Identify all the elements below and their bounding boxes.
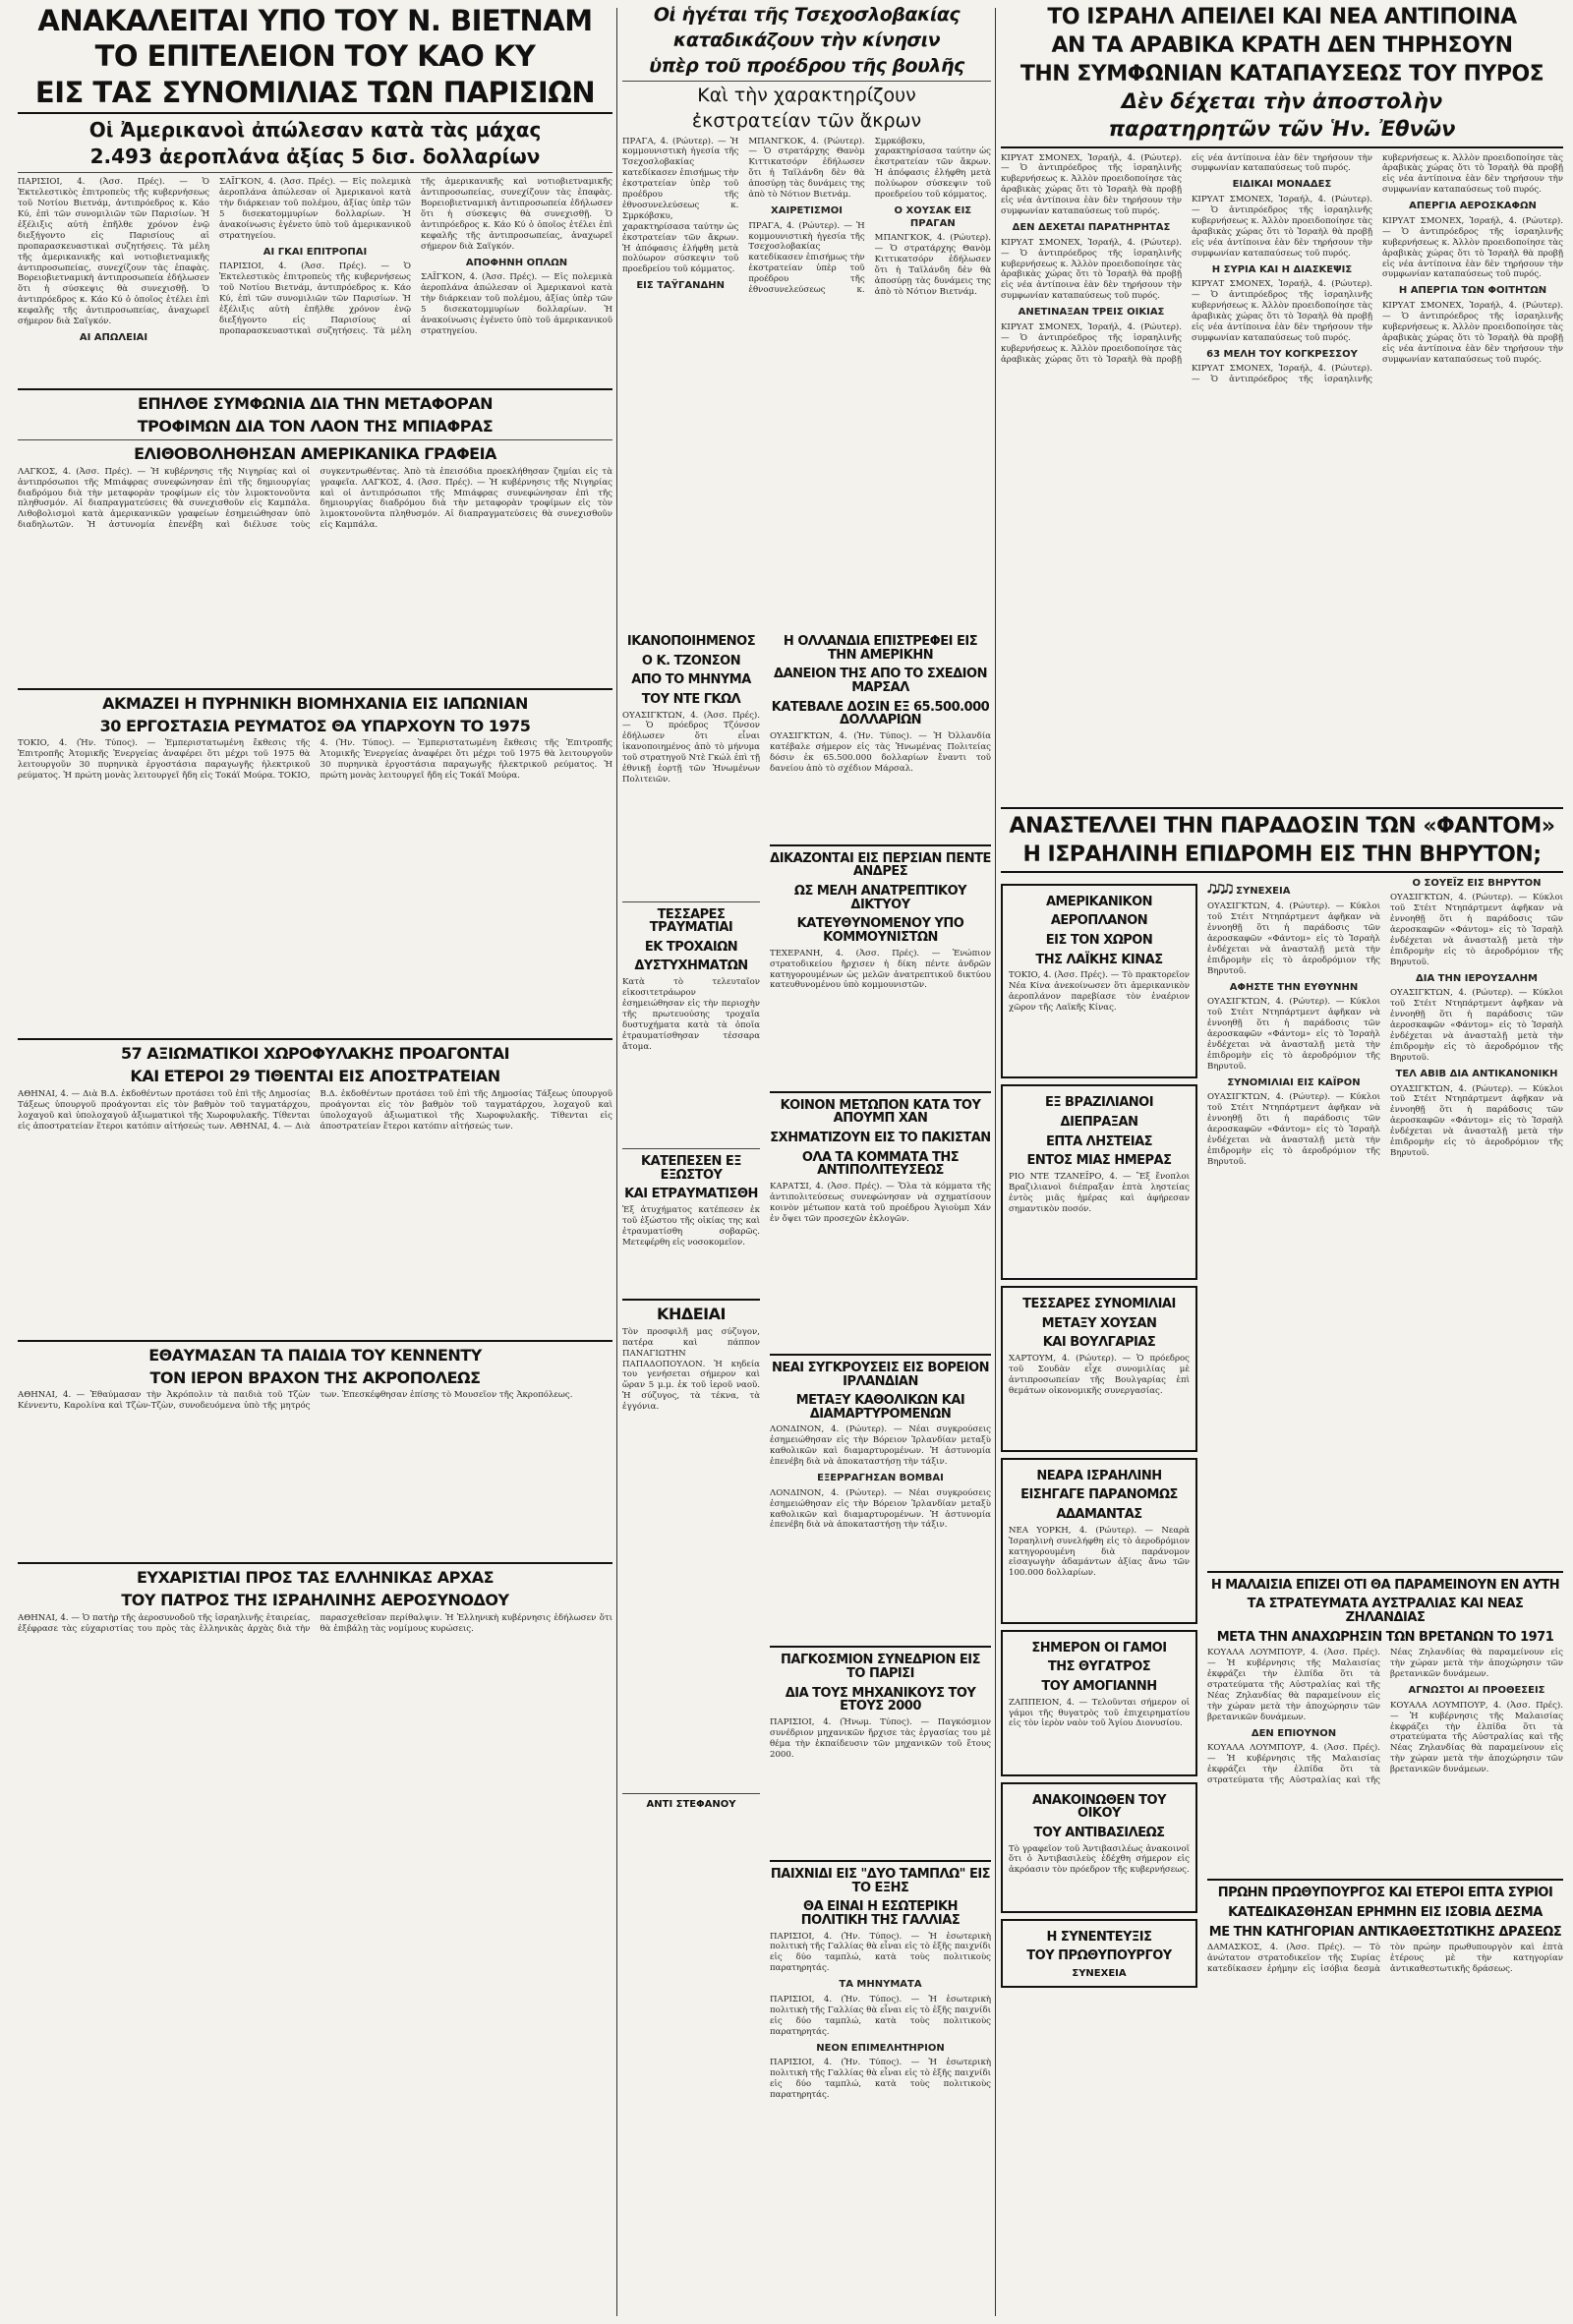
headline-line: ΔΙΚΑΖΟΝΤΑΙ ΕΙΣ ΠΕΡΣΙΑΝ ΠΕΝΤΕ ΑΝΔΡΕΣ [770,850,991,880]
article-body [1207,1943,1563,2100]
article-text: Τὸν προσφιλῆ μας σύζυγον, πατέρα καὶ πάππον ΠΑΝΑΓΙΩΤΗΝ ΠΑΠΑΔΟΠΟΥΛΟΝ. Ἡ κηδεία του γενήσεται σήμερον καὶ ὥραν 5 μ.μ. ἐκ τοῦ ἱεροῦ ναοῦ. Ἡ σύζυγος, τὰ τέκνα, τὰ ἐγγόνια. [622,1326,760,1413]
divider [1001,146,1563,148]
headline-line: ΕΠΤΑ ΛΗΣΤΕΙΑΣ [1045,1133,1153,1149]
divider [18,112,612,114]
article-text: ΚΙΡΥΑΤ ΣΜΟΝΕΧ, Ἰσραήλ, 4. (Ρώυτερ). — Ὁ ἀντιπρόεδρος τῆς ἰσραηλινῆς κυβερνήσεως κ. Ἀλλὸν προειδοποίησε τὰς ἀραβικὰς χώρας ὅτι τὸ Ἰσραὴλ θὰ προβῇ εἰς νέα ἀντίποινα ἐὰν δὲν τηρήσουν τὴν συμφωνίαν καταπαύσεως τοῦ πυρός. [1192,152,1563,385]
headline-line: ΑΚΜΑΖΕΙ Η ΠΥΡΗΝΙΚΗ ΒΙΟΜΗΧΑΝΙΑ ΕΙΣ ΙΑΠΩΝΙΑΝ [102,693,528,713]
article-text: ΚΙΡΥΑΤ ΣΜΟΝΕΧ, Ἰσραήλ, 4. (Ρώυτερ). — Ὁ ἀντιπρόεδρος τῆς ἰσραηλινῆς κυβερνήσεως κ. Ἀλλὸν προειδοποίησε τὰς ἀραβικὰς χώρας ὅτι τὸ Ἰσραὴλ θὰ προβῇ εἰς νέα ἀντίποινα ἐὰν δὲν τηρήσουν τὴν συμφωνίαν καταπαύσεως τοῦ πυρός. [1001,152,1372,365]
divider [622,1793,760,1794]
article-text: ΟΥΑΣΙΓΚΤΩΝ, 4. (Ἀσσ. Πρές). — Ὁ πρόεδρος Τζόνσον ἐδήλωσεν ὅτι εἶναι ἱκανοποιημένος ἀπὸ τὸ μήνυμα τοῦ στρατηγοῦ Ντὲ Γκώλ ἐπὶ τῇ ἐθνικῇ ἑορτῇ τῶν Ἡνωμένων Πολιτειῶν. [622,710,760,784]
deck-line: Καὶ τὴν χαρακτηρίζουν [697,84,916,106]
brief-box [1001,1919,1197,1988]
article-text: ΠΑΡΙΣΙΟΙ, 4. (Ἀσσ. Πρές). — Ὁ Ἐκτελεστικὸς ἐπιτροπεὺς τῆς κυβερνήσεως τοῦ Νοτίου Βιετνάμ, ἀντιπρόεδρος κ. Κάο Κύ, ἐπὶ τῶν συνομιλιῶν τῶν Παρισίων. Ἡ ἐξέλιξις αὐτὴ ἐπῆλθε χρόνον ἐνῷ διεξήγοντο εἰς Παρισίους αἱ προπαρασκευαστικαὶ συζητήσεις. Τὰ μέλη τῆς ἀμερικανικῆς καὶ νοτιοβιετναμικῆς ἀντιπροσωπείας, συνεχίζουν τὰς ἐπαφὰς. Βορειοβιετναμικὴ ἀντιπροσωπεία ἐδήλωσεν ὅτι ἡ σύσκεψις θὰ συνεχισθῇ. Ὁ ἀντιπρόεδρος κ. Κάο Κύ ὁ ὁποῖος ἐτέλει ἐπὶ κεφαλῆς τῆς ἀντιπροσωπείας, ἀναχωρεῖ σήμερον διὰ Σαϊγκόν. [18,177,209,327]
divider [770,844,991,846]
deck-line: Οἱ Ἀμερικανοὶ ἀπώλεσαν κατὰ τὰς μάχας [88,118,542,143]
headline-line: ΜΕΤΑ ΤΗΝ ΑΝΑΧΩΡΗΣΙΝ ΤΩΝ ΒΡΕΤΑΝΩΝ ΤΟ 1971 [1216,1629,1554,1645]
article-body [622,977,760,1144]
headline-line: ΤΟΥ ΠΑΤΡΟΣ ΤΗΣ ΙΣΡΑΗΛΙΝΗΣ ΑΕΡΟΣΥΝΟΔΟΥ [121,1591,509,1610]
headline-line: ΔΙΑ ΤΟΥΣ ΜΗΧΑΝΙΚΟΥΣ ΤΟΥ ΕΤΟΥΣ 2000 [785,1685,976,1714]
left-column [18,0,612,2324]
article-body [770,949,991,1086]
subheading: Η ΣΥΡΙΑ ΚΑΙ Η ΔΙΑΣΚΕΨΙΣ [1211,263,1353,275]
headline-line: ΤΟΝ ΙΕΡΟΝ ΒΡΑΧΟΝ ΤΗΣ ΑΚΡΟΠΟΛΕΩΣ [149,1367,481,1387]
article-text: ΚΟΥΑΛΑ ΛΟΥΜΠΟΥΡ, 4. (Ἀσσ. Πρές). — Ἡ κυβέρνησις τῆς Μαλαισίας ἐκφράζει τὴν ἐλπίδα ὅτι τὰ στρατεύματα τῆς Αὐστραλίας καὶ τῆς Νέας Ζηλανδίας θὰ παραμείνουν εἰς τὴν χώραν μετὰ τὴν ἀποχώρησιν τῶν βρετανικῶν δυνάμεων. [1207,1648,1380,1722]
article-kennedy-children [18,1345,612,1558]
headline-line: ΤΟΥ ΝΤΕ ΓΚΩΛ [641,691,741,707]
headline-line: ΚΑΙ ΕΤΕΡΟΙ 29 ΤΙΘΕΝΤΑΙ ΕΙΣ ΑΠΟΣΤΡΑΤΕΙΑΝ [130,1067,500,1086]
headline-line: ΕΙΣ ΤΟΝ ΧΩΡΟΝ [1045,933,1153,949]
headline-line: καταδικάζουν τὴν κίνησιν [672,29,941,51]
headline-line: ΤΕΣΣΑΡΕΣ ΣΥΝΟΜΙΛΙΑΙ [1022,1296,1176,1311]
headline-line: ΚΗΔΕΙΑΙ [657,1305,726,1324]
article-text: ΟΥΑΣΙΓΚΤΩΝ, 4. (Ρώυτερ). — Κύκλοι τοῦ Στέιτ Ντηπάρτμεντ ἀφῆκαν νὰ ἐννοηθῇ ὅτι ἡ παράδοσις τῶν ἀεροσκαφῶν «Φάντομ» εἰς τὸ Ἰσραὴλ ἐνδέχεται νὰ ἀνασταλῇ μετὰ τὴν ἐπιδρομὴν εἰς τὸ ἀεροδρόμιον τῆς Βηρυτοῦ. [1390,1083,1563,1158]
headline-line: ΟΛΑ ΤΑ ΚΟΜΜΑΤΑ ΤΗΣ ΑΝΤΙΠΟΛΙΤΕΥΣΕΩΣ [801,1149,960,1179]
article-body [622,711,760,898]
divider [622,81,991,82]
phantom-body [1207,878,1563,2104]
continuation-marker [1207,883,1380,900]
divider [18,688,612,690]
subheading: ΑΝΕΤΙΝΑΞΑΝ ΤΡΕΙΣ ΟΙΚΙΑΣ [1018,307,1165,319]
subheading: ΤΑ ΜΗΝΥΜΑΤΑ [839,1979,922,1991]
article-body [622,1327,760,1789]
article-text: ΑΘΗΝΑΙ, 4. — Διὰ Β.Δ. ἐκδοθέντων προτάσει τοῦ ἐπὶ τῆς Δημοσίας Τάξεως ὑπουργοῦ προάγονται εἰς τὸν βαθμὸν τοῦ ταγματάρχου, λοχαγοῦ καὶ ὑπολοχαγοῦ ἀξιωματικοὶ τῆς Χωροφυλακῆς. Τίθενται εἰς ἀποστρατείαν ἕτεροι κατόπιν αἰτήσεώς των. [229,1088,612,1132]
headline-line: Η ΟΛΛΑΝΔΙΑ ΕΠΙΣΤΡΕΦΕΙ ΕΙΣ ΤΗΝ ΑΜΕΡΙΚΗΝ [783,634,978,663]
article-body [18,1613,612,1869]
article-text: ΜΠΑΝΓΚΟΚ, 4. (Ρώυτερ). — Ὁ στρατάρχης Θανὸμ Κιττικατσόρν ἐδήλωσεν ὅτι ἡ Ταϊλάνδη δὲν θὰ ἀποσύρῃ τὰς δυνάμεις της ἀπὸ τὸ Νότιον Βιετνάμ. [748,136,865,201]
headline-line: ΜΕΤΑΞΥ ΧΟΥΣΑΝ [1041,1315,1157,1331]
middle-wide-column [770,629,991,2324]
headline-line: ΕΚ ΤΡΟΧΑΙΩΝ [644,939,738,955]
article-czechoslovakia [622,6,991,599]
article-text: ΖΑΠΠΕΙΟΝ, 4. — Τελοῦνται σήμερον οἱ γάμοι τῆς θυγατρὸς τοῦ ἐπιχειρηματίου εἰς τὸν ἱερὸν ναὸν τοῦ Ἁγίου Διονυσίου. [1009,1697,1190,1729]
article-text: ΣΑΪΓΚΟΝ, 4. (Ἀσσ. Πρές). — Εἰς πολεμικὰ ἀεροπλάνα ἀπώλεσαν οἱ Ἀμερικανοὶ κατὰ τὴν διάρκειαν τοῦ πολέμου, ἀξίας ὑπὲρ τῶν 5 δισεκατομμυρίων δολλαρίων. Ἡ ἀνακοίνωσις ἐγένετο ὑπὸ τοῦ ἀμερικανικοῦ στρατηγείου. [421,272,612,336]
subheading: ΔΕΝ ΔΕΧΕΤΑΙ ΠΑΡΑΤΗΡΗΤΑΣ [1012,222,1171,233]
brief-box [1001,1458,1197,1624]
headline-line: ΑΝΑΚΟΙΝΩΘΕΝ ΤΟΥ ΟΙΚΟΥ [1031,1792,1167,1822]
subheading: ΔΙΑ ΤΗΝ ΙΕΡΟΥΣΑΛΗΜ [1416,972,1538,984]
headline-line: Η ΙΣΡΑΗΛΙΝΗ ΕΠΙΔΡΟΜΗ ΕΙΣ ΤΗΝ ΒΗΡΥΤΟΝ; [1022,842,1542,867]
headline-line: ΠΑΙΧΝΙΔΙ ΕΙΣ "ΔΥΟ ΤΑΜΠΛΩ" ΕΙΣ ΤΟ ΕΞΗΣ [770,1867,991,1895]
brief-box [1001,1782,1197,1913]
headline-line: ΤΟ ΕΠΙΤΕΛΕΙΟΝ ΤΟΥ ΚΑΟ ΚΥ [94,39,536,74]
article-text: ΡΙΟ ΝΤΕ ΤΖΑΝΕΪΡΟ, 4. — Ἓξ ἔνοπλοι Βραζιλιανοὶ διέπραξαν ἑπτὰ ληστείας ἐντὸς μιᾶς ἡμέρας καὶ ἀφήρεσαν σημαντικὸν ποσόν. [1009,1171,1190,1214]
subheading: ΑΠΟΦΗΝΗ ΟΠΛΩΝ [465,257,568,268]
subheading: ΕΙΣ ΤΑΫΓΑΝΔΗΝ [636,280,725,292]
article-text: ΠΑΡΙΣΙΟΙ, 4. (Ἀσσ. Πρές). — Ὁ Ἐκτελεστικὸς ἐπιτροπεὺς τῆς κυβερνήσεως τοῦ Νοτίου Βιετνάμ, ἀντιπρόεδρος κ. Κάο Κύ, ἐπὶ τῶν συνομιλιῶν τῶν Παρισίων. Ἡ ἐξέλιξις αὐτὴ ἐπῆλθε χρόνον ἐνῷ διεξήγοντο εἰς Παρισίους αἱ προπαρασκευαστικαὶ συζητήσεις. Τὰ μέλη τῆς ἀμερικανικῆς καὶ νοτιοβιετναμικῆς ἀντιπροσωπείας, συνεχίζουν τὰς ἐπαφὰς. Βορειοβιετναμικὴ ἀντιπροσωπεία ἐδήλωσεν ὅτι ἡ σύσκεψις θὰ συνεχισθῇ. Ὁ ἀντιπρόεδρος κ. Κάο Κύ ὁ ὁποῖος ἐτέλει ἐπὶ κεφαλῆς τῆς ἀντιπροσωπείας, ἀναχωρεῖ σήμερον διὰ Σαϊγκόν. [219,177,612,336]
brief-box [1001,884,1197,1079]
article-text: ΑΘΗΝΑΙ, 4. — Διὰ Β.Δ. ἐκδοθέντων προτάσει τοῦ ἐπὶ τῆς Δημοσίας Τάξεως ὑπουργοῦ προάγονται εἰς τὸν βαθμὸν τοῦ ταγματάρχου, λοχαγοῦ καὶ ὑπολοχαγοῦ ἀξιωματικοὶ τῆς Χωροφυλακῆς. Τίθενται εἰς ἀποστρατείαν ἕτεροι κατόπιν αἰτήσεώς των. [18,1088,311,1132]
subheading: Η ΑΠΕΡΓΙΑ ΤΩΝ ΦΟΙΤΗΤΩΝ [1398,285,1547,297]
headline-line: Η ΜΑΛΑΙΣΙΑ ΕΠΙΖΕΙ ΟΤΙ ΘΑ ΠΑΡΑΜΕΙΝΟΥΝ ΕΝ ΑΥΤΗ [1210,1577,1560,1593]
article-body [770,1717,991,1855]
article-gendarmerie [18,1046,612,1335]
article-body [770,1182,991,1349]
headline-line: ΣΗΜΕΡΟΝ ΟΙ ΓΑΜΟΙ [1031,1640,1167,1656]
article-text: ΟΥΑΣΙΓΚΤΩΝ, 4. (Ἡν. Τύπος). — Ἡ Ὀλλανδία κατέβαλε σήμερον εἰς τὰς Ἡνωμένας Πολιτείας δόσιν ἐκ 65.500.000 δολλαρίων ἔναντι τοῦ δανείου ἀπὸ τὸ σχέδιον Μάρσαλ. [770,730,991,774]
article-text: ΚΙΡΥΑΤ ΣΜΟΝΕΧ, Ἰσραήλ, 4. (Ρώυτερ). — Ὁ ἀντιπρόεδρος τῆς ἰσραηλινῆς κυβερνήσεως κ. Ἀλλὸν προειδοποίησε τὰς ἀραβικὰς χώρας ὅτι τὸ Ἰσραὴλ θὰ προβῇ εἰς νέα ἀντίποινα ἐὰν δὲν τηρήσουν τὴν συμφωνίαν καταπαύσεως τοῦ πυρός. [1192,195,1372,259]
brief-box [1001,1084,1197,1280]
article-body [1009,1698,1190,1767]
article-text: Τὸ γραφεῖον τοῦ Ἀντιβασιλέως ἀνακοινοῖ ὅτι ὁ Ἀντιβασιλεὺς ἐδέχθη σήμερον εἰς ἀκρόασιν τὸν πρόεδρον τῆς κυβερνήσεως. [1009,1843,1190,1876]
article-body [1009,1172,1190,1270]
brief-box [1001,1630,1197,1776]
article-text: ΟΥΑΣΙΓΚΤΩΝ, 4. (Ρώυτερ). — Κύκλοι τοῦ Στέιτ Ντηπάρτμεντ ἀφῆκαν νὰ ἐννοηθῇ ὅτι ἡ παράδοσις τῶν ἀεροσκαφῶν «Φάντομ» εἰς τὸ Ἰσραὴλ ἐνδέχεται νὰ ἀνασταλῇ μετὰ τὴν ἐπιδρομὴν εἰς τὸ ἀεροδρόμιον τῆς Βηρυτοῦ. [1207,1092,1380,1167]
article-text: ΠΑΡΙΣΙΟΙ, 4. (Ἡν. Τύπος). — Ἡ ἐσωτερικὴ πολιτικὴ τῆς Γαλλίας θὰ εἶναι εἰς τὸ ἑξῆς παιχνίδι εἰς δύο ταμπλώ, κατὰ τοὺς πολιτικοὺς παρατηρητάς. [770,1994,991,2037]
divider [18,388,612,390]
headline-line: ΔΙΕΠΡΑΞΑΝ [1060,1114,1138,1130]
article-text: ΜΠΑΝΓΚΟΚ, 4. (Ρώυτερ). — Ὁ στρατάρχης Θανὸμ Κιττικατσόρν ἐδήλωσεν ὅτι ἡ Ταϊλάνδη δὲν θὰ ἀποσύρῃ τὰς δυνάμεις της ἀπὸ τὸ Νότιον Βιετνάμ. [874,233,991,297]
headline-line: ΤΟΥ ΑΜΟΓΙΑΝΝΗ [1041,1679,1157,1694]
subheading: ΕΞΕΡΡΑΓΗΣΑΝ ΒΟΜΒΑΙ [817,1473,944,1484]
article-body [1009,1844,1190,1903]
article-body [770,1932,991,2227]
headline-line: ΠΑΓΚΟΣΜΙΟΝ ΣΥΝΕΔΡΙΟΝ ΕΙΣ ΤΟ ΠΑΡΙΣΙ [781,1653,980,1682]
headline-line: ΔΥΣΤΥΧΗΜΑΤΩΝ [634,959,748,974]
headline-line: Η ΣΥΝΕΝΤΕΥΞΙΣ [1046,1929,1152,1945]
headline-line: ΤΟΥ ΠΡΩΘΥΠΟΥΡΓΟΥ [1026,1948,1172,1964]
article-text: ΚΙΡΥΑΤ ΣΜΟΝΕΧ, Ἰσραήλ, 4. (Ρώυτερ). — Ὁ ἀντιπρόεδρος τῆς ἰσραηλινῆς κυβερνήσεως κ. Ἀλλὸν προειδοποίησε τὰς ἀραβικὰς χώρας ὅτι τὸ Ἰσραὴλ θὰ προβῇ εἰς νέα ἀντίποινα ἐὰν δὲν τηρήσουν τὴν συμφωνίαν καταπαύσεως τοῦ πυρός. [1001,152,1182,217]
headline-line: Οἱ ἡγέται τῆς Τσεχοσλοβακίας [653,4,961,26]
article-body [18,1089,612,1335]
article-body [18,738,612,1033]
divider [622,1148,760,1149]
divider [770,1354,991,1356]
column-rule [616,8,617,2316]
headline-line: ΔΑΝΕΙΟΝ ΤΗΣ ΑΠΟ ΤΟ ΣΧΕΔΙΟΝ ΜΑΡΣΑΛ [774,667,987,695]
headline-line: ΑΝ ΤΑ ΑΡΑΒΙΚΑ ΚΡΑΤΗ ΔΕΝ ΤΗΡΗΣΟΥΝ [1051,33,1513,59]
article-text: ΠΡΑΓΑ, 4. (Ρώυτερ). — Ἡ κομμουνιστικὴ ἡγεσία τῆς Τσεχοσλοβακίας κατεδίκασεν ἐπισήμως τὴν ἐκστρατείαν ὑπὲρ τοῦ προέδρου τῆς ἐθνοσυνελεύσεως κ. Σμρκόβσκυ, χαρακτηρίσασα ταύτην ὡς ἐκστρατείαν τῶν ἄκρων. Ἡ ἀπόφασις ἐλήφθη μετὰ πολύωρον σύσκεψιν τοῦ προεδρείου τοῦ κόμματος. [748,136,991,296]
deck-line: 2.493 ἀεροπλάνα ἀξίας 5 δισ. δολλαρίων [89,145,541,169]
article-text: Ἐξ ἀτυχήματος κατέπεσεν ἐκ τοῦ ἐξώστου τῆς οἰκίας της καὶ ἐτραυματίσθη σοβαρῶς. Μετεφέρθη εἰς νοσοκομεῖον. [622,1205,760,1248]
divider [1207,1879,1563,1881]
subheading: ΤΕΛ ΑΒΙΒ ΔΙΑ ΑΝΤΙΚΑΝΟΝΙΚΗ [1395,1068,1558,1079]
subheading: ΝΕΟΝ ΕΠΙΜΕΛΗΤΗΡΙΟΝ [816,2042,945,2054]
article-text: ΔΑΜΑΣΚΟΣ, 4. (Ἀσσ. Πρές). — Τὸ ἀνώτατον στρατοδικεῖον τῆς Συρίας κατεδίκασεν ἐρήμην εἰς ἰσόβια δεσμὰ τὸν πρώην πρωθυπουργὸν καὶ ἑπτὰ ἑτέρους μὲ τὴν κατηγορίαν ἀντικαθεστωτικῆς δράσεως. [1207,1943,1563,1975]
headline-line: ΙΚΑΝΟΠΟΙΗΜΕΝΟΣ [626,634,756,649]
article-phantom [1001,815,1563,873]
subheading: ΑΠΕΡΓΙΑ ΑΕΡΟΣΚΑΦΩΝ [1409,201,1537,212]
headline-line: ΣΧΗΜΑΤΙΖΟΥΝ ΕΙΣ ΤΟ ΠΑΚΙΣΤΑΝ [770,1130,991,1145]
headline-line: ΤΑ ΣΤΡΑΤΕΥΜΑΤΑ ΑΥΣΤΡΑΛΙΑΣ ΚΑΙ ΝΕΑΣ ΖΗΛΑΝΔΙΑΣ [1247,1597,1524,1626]
subheading: Ο ΧΟΥΣΑΚ ΕΙΣ ΠΡΑΓΑΝ [894,204,972,229]
subheading: ΑΓΝΩΣΤΟΙ ΑΙ ΠΡΟΘΕΣΕΙΣ [1408,1685,1545,1697]
column-rule [995,8,996,2316]
headline-line: ΜΕΤΑΞΥ ΚΑΘΟΛΙΚΩΝ ΚΑΙ ΔΙΑΜΑΡΤΥΡΟΜΕΝΩΝ [795,1393,965,1422]
article-text: ΟΥΑΣΙΓΚΤΩΝ, 4. (Ρώυτερ). — Κύκλοι τοῦ Στέιτ Ντηπάρτμεντ ἀφῆκαν νὰ ἐννοηθῇ ὅτι ἡ παράδοσις τῶν ἀεροσκαφῶν «Φάντομ» εἰς τὸ Ἰσραὴλ ἐνδέχεται νὰ ἀνασταλῇ μετὰ τὴν ἐπιδρομὴν εἰς τὸ ἀεροδρόμιον τῆς Βηρυτοῦ. [1390,988,1563,1063]
continuation-label: ΣΥΝΕΧΕΙΑ [1236,885,1291,897]
subheading: ΔΕΝ ΕΠΙΟΥΝΟΝ [1251,1727,1337,1739]
article-text: ΛΟΝΔΙΝΟΝ, 4. (Ρώυτερ). — Νέαι συγκρούσεις ἐσημειώθησαν εἰς τὴν Βόρειον Ἰρλανδίαν μεταξὺ καθολικῶν καὶ διαμαρτυρομένων. Ἡ ἀστυνομία ἐπενέβη διὰ νὰ ἀποκαταστήσῃ τὴν τάξιν. [770,1487,991,1531]
article-text: ΚΙΡΥΑΤ ΣΜΟΝΕΧ, Ἰσραήλ, 4. (Ρώυτερ). — Ὁ ἀντιπρόεδρος τῆς ἰσραηλινῆς κυβερνήσεως κ. Ἀλλὸν προειδοποίησε τὰς ἀραβικὰς χώρας ὅτι τὸ Ἰσραὴλ θὰ προβῇ εἰς νέα ἀντίποινα ἐὰν δὲν τηρήσουν τὴν συμφωνίαν καταπαύσεως τοῦ πυρός. [1382,215,1563,280]
headline-line: ΤΕΣΣΑΡΕΣ ΤΡΑΥΜΑΤΙΑΙ [649,906,733,936]
headline-line: ΤΟ ΙΣΡΑΗΛ ΑΠΕΙΛΕΙ ΚΑΙ ΝΕΑ ΑΝΤΙΠΟΙΝΑ [1047,5,1517,29]
deck-line: παρατηρητῶν τῶν Ἡν. Ἐθνῶν [1108,117,1456,142]
article-text: ΑΘΗΝΑΙ, 4. — Ἐθαύμασαν τὴν Ἀκρόπολιν τὰ παιδιὰ τοῦ Τζὼν Κέννεντυ, Καρολίνα καὶ Τζὼν-Τζὼν, συνοδευόμενα ὑπὸ τῆς μητρός των. Ἐπεσκέφθησαν ἐπίσης τὸ Μουσεῖον τῆς Ἀκροπόλεως. [18,1390,573,1412]
subheading: ΑΦΗΣΤΕ ΤΗΝ ΕΥΘΥΝΗΝ [1229,981,1359,993]
article-text: ΧΑΡΤΟΥΜ, 4. (Ρώυτερ). — Ὁ πρόεδρος τοῦ Σουδὰν εἶχε συνομιλίας μὲ ἀντιπροσωπείαν τῆς Βουλγαρίας ἐπὶ θεμάτων οἰκονομικῆς συνεργασίας. [1009,1353,1190,1396]
article-text: ΚΟΥΑΛΑ ΛΟΥΜΠΟΥΡ, 4. (Ἀσσ. Πρές). — Ἡ κυβέρνησις τῆς Μαλαισίας ἐκφράζει τὴν ἐλπίδα ὅτι τὰ στρατεύματα τῆς Αὐστραλίας καὶ τῆς Νέας Ζηλανδίας θὰ παραμείνουν εἰς τὴν χώραν μετὰ τὴν ἀποχώρησιν τῶν βρετανικῶν δυνάμεων. [1207,1648,1563,1786]
headline-line: ΝΕΑΙ ΣΥΓΚΡΟΥΣΕΙΣ ΕΙΣ ΒΟΡΕΙΟΝ ΙΡΛΑΝΔΙΑΝ [771,1360,990,1389]
article-text: ΟΥΑΣΙΓΚΤΩΝ, 4. (Ρώυτερ). — Κύκλοι τοῦ Στέιτ Ντηπάρτμεντ ἀφῆκαν νὰ ἐννοηθῇ ὅτι ἡ παράδοσις τῶν ἀεροσκαφῶν «Φάντομ» εἰς τὸ Ἰσραὴλ ἐνδέχεται νὰ ἀνασταλῇ μετὰ τὴν ἐπιδρομὴν εἰς τὸ ἀεροδρόμιον τῆς Βηρυτοῦ. [1390,893,1563,967]
article-israeli-stewardess [18,1570,612,1869]
headline-line: ΤΗΣ ΘΥΓΑΤΡΟΣ [1047,1659,1151,1675]
divider [18,1340,612,1342]
subheading: 63 ΜΕΛΗ ΤΟΥ ΚΟΓΚΡΕΣΣΟΥ [1206,348,1358,360]
headline-line: ΕΙΣ ΤΑΣ ΣΥΝΟΜΙΛΙΑΣ ΤΩΝ ΠΑΡΙΣΙΩΝ [34,75,596,109]
divider [770,1860,991,1862]
headline-line: ΚΑΤΕΥΘΥΝΟΜΕΝΟΥ ΥΠΟ ΚΟΜΜΟΥΝΙΣΤΩΝ [796,916,964,946]
headline-line: ΑΝΑΚΑΛΕΙΤΑΙ ΥΠΟ ΤΟΥ Ν. ΒΙΕΤΝΑΜ [37,4,593,37]
article-text: Λιθοβολισμοὶ κατὰ ἀμερικανικῶν γραφείων ἐσημειώθησαν ὑπὸ διαδηλωτῶν. Ἡ ἀστυνομία ἐπενέβη καὶ διέλυσε τοὺς συγκεντρωθέντας. Ἀπὸ τὰ ἐπεισόδια προεκλήθησαν ζημίαι εἰς τὰ γραφεῖα. [18,466,612,531]
headline-line: ΑΕΡΟΠΛΑΝΟΝ [1050,913,1148,929]
brief-box [1001,1286,1197,1452]
article-body [770,1424,991,1641]
divider [1001,807,1563,809]
headline-line: ΝΕΑΡΑ ΙΣΡΑΗΛΙΝΗ [1036,1468,1162,1483]
article-body [770,731,991,840]
headline-line: ΕΙΣΗΓΑΓΕ ΠΑΡΑΝΟΜΩΣ [1020,1487,1178,1503]
headline-line: Ο Κ. ΤΖΟΝΣΟΝ [641,653,741,668]
article-text: ΑΘΗΝΑΙ, 4. — Ὁ πατὴρ τῆς ἀεροσυνοδοῦ τῆς ἰσραηλινῆς ἑταιρείας, ἐξέφρασε τὰς εὐχαριστίας του πρὸς τὰς ἑλληνικὰς ἀρχὰς διὰ τὴν παρασχεθεῖσαν περίθαλψιν. Ἡ Ἑλληνικὴ κυβέρνησις ἐδήλωσεν ὅτι θὰ ἐπιβάλῃ τὰς νομίμους κυρώσεις. [18,1613,612,1634]
subheading: ΣΥΝΕΧΕΙΑ [1072,1967,1127,1979]
article-body [622,137,991,599]
headline-line: ΕΥΧΑΡΙΣΤΙΑΙ ΠΡΟΣ ΤΑΣ ΕΛΛΗΝΙΚΑΣ ΑΡΧΑΣ [136,1568,495,1588]
article-text: ΠΑΡΙΣΙΟΙ, 4. (Ἡνωμ. Τύπος). — Παγκόσμιον συνέδριον μηχανικῶν ἤρχισε τὰς ἐργασίας του μὲ θέμα τὴν ἐκπαίδευσιν τῶν μηχανικῶν τοῦ ἔτους 2000. [770,1717,991,1760]
headline-line: ΚΑΙ ΕΤΡΑΥΜΑΤΙΣΘΗ [624,1187,758,1202]
headline-line: ΑΜΕΡΙΚΑΝΙΚΟΝ [1045,894,1153,909]
headline-line: ΤΡΟΦΙΜΩΝ ΔΙΑ ΤΟΝ ΛΑΟΝ ΤΗΣ ΜΠΙΑΦΡΑΣ [137,417,494,436]
deck-line: Δὲν δέχεται τὴν ἀποστολὴν [1121,89,1443,114]
article-text: ΠΑΡΙΣΙΟΙ, 4. (Ἡν. Τύπος). — Ἡ ἐσωτερικὴ πολιτικὴ τῆς Γαλλίας θὰ εἶναι εἰς τὸ ἑξῆς παιχνίδι εἰς δύο ταμπλώ, κατὰ τοὺς πολιτικοὺς παρατηρητάς. [770,2058,991,2100]
divider [18,439,612,440]
divider [18,1562,612,1564]
subheading: ΑΙ ΑΠΩΛΕΙΑΙ [79,332,148,343]
divider [622,901,760,902]
article-text: ΛΟΝΔΙΝΟΝ, 4. (Ρώυτερ). — Νέαι συγκρούσεις ἐσημειώθησαν εἰς τὴν Βόρειον Ἰρλανδίαν μεταξὺ καθολικῶν καὶ διαμαρτυρομένων. Ἡ ἀστυνομία ἐπενέβη διὰ νὰ ἀποκαταστήσῃ τὴν τάξιν. [770,1424,991,1468]
article-text: ΝΕΑ ΥΟΡΚΗ, 4. (Ρώυτερ). — Νεαρὰ Ἰσραηλινὴ συνελήφθη εἰς τὸ ἀεροδρόμιον κατηγορουμένη διὰ παράνομον εἰσαγωγὴν ἀδαμάντων ἀξίας ἄνω τῶν 100.000 δολλαρίων. [1009,1525,1190,1579]
ornament-icon: 🎝🎝🎝 [1207,882,1233,898]
article-text: Κατὰ τὸ τελευταῖον εἰκοσιτετράωρον ἐσημειώθησαν εἰς τὴν περιοχὴν τῆς πρωτευούσης τροχαῖα δυστυχήματα κατὰ τὰ ὁποῖα ἐτραυματίσθησαν τέσσαρα ἄτομα. [622,977,760,1052]
divider [18,1038,612,1040]
divider [770,1091,991,1093]
subheading: ΑΙ ΓΚΑΙ ΕΠΙΤΡΟΠΑΙ [262,246,368,258]
article-body [18,467,612,683]
article-text: ΟΥΑΣΙΓΚΤΩΝ, 4. (Ρώυτερ). — Κύκλοι τοῦ Στέιτ Ντηπάρτμεντ ἀφῆκαν νὰ ἐννοηθῇ ὅτι ἡ παράδοσις τῶν ἀεροσκαφῶν «Φάντομ» εἰς τὸ Ἰσραὴλ ἐνδέχεται νὰ ἀνασταλῇ μετὰ τὴν ἐπιδρομὴν εἰς τὸ ἀεροδρόμιον τῆς Βηρυτοῦ. [1207,901,1380,976]
headline-line: ΤΗΣ ΛΑΪΚΗΣ ΚΙΝΑΣ [1035,952,1163,967]
article-body [1009,1526,1190,1614]
article-body [1207,878,1563,1566]
article-text: ΤΕΧΕΡΑΝΗ, 4. (Ἀσσ. Πρές). — Ἐνώπιον στρατοδικείου ἤρχισεν ἡ δίκη πέντε ἀνδρῶν κατηγορουμένων ὡς μελῶν ἀνατρεπτικοῦ δικτύου κατευθυνομένου ὑπὸ κομμουνιστῶν. [770,948,991,991]
article-body [18,1390,612,1557]
subheading: ΑΝΤΙ ΣΤΕΦΑΝΟΥ [646,1798,736,1810]
middle-narrow-column [622,629,760,2324]
headline-line: 57 ΑΞΙΩΜΑΤΙΚΟΙ ΧΩΡΟΦΥΛΑΚΗΣ ΠΡΟΑΓΟΝΤΑΙ [120,1044,510,1064]
article-body [622,1205,760,1294]
article-israel-reprisals [1001,6,1563,802]
article-body [1001,153,1563,802]
headline-line: ΚΑΤΕΒΑΛΕ ΔΟΣΙΝ ΕΞ 65.500.000 ΔΟΛΛΑΡΙΩΝ [771,699,990,728]
headline-line: ΚΑΙ ΒΟΥΛΓΑΡΙΑΣ [1042,1335,1156,1351]
subheading: ΧΑΙΡΕΤΙΣΜΟΙ [771,204,843,216]
lower-right-grid [1001,878,1563,2104]
headline-line: ΕΝΤΟΣ ΜΙΑΣ ΗΜΕΡΑΣ [1026,1153,1172,1169]
article-body [1009,1354,1190,1442]
headline-line: ΤΗΝ ΣΥΜΦΩΝΙΑΝ ΚΑΤΑΠΑΥΣΕΩΣ ΤΟΥ ΠΥΡΟΣ [1020,62,1544,87]
headline-line: 30 ΕΡΓΟΣΤΑΣΙΑ ΡΕΥΜΑΤΟΣ ΘΑ ΥΠΑΡΧΟΥΝ ΤΟ 1975 [99,716,531,735]
article-text: ΤΟΚΙΟ, 4. (Ἀσσ. Πρές). — Τὸ πρακτορεῖον Νέα Κίνα ἀνεκοίνωσεν ὅτι ἀμερικανικὸν ἀεροπλάνον παρεβίασε τὸν ἐναέριον χῶρον τῆς Λαϊκῆς Κίνας. [1009,970,1190,1014]
article-japan-nuclear [18,693,612,1034]
deck-line: ἐκστρατείαν τῶν ἄκρων [691,109,922,132]
article-text: ΚΙΡΥΑΤ ΣΜΟΝΕΧ, Ἰσραήλ, 4. (Ρώυτερ). — Ὁ ἀντιπρόεδρος τῆς ἰσραηλινῆς κυβερνήσεως κ. Ἀλλὸν προειδοποίησε τὰς ἀραβικὰς χώρας ὅτι τὸ Ἰσραὴλ θὰ προβῇ εἰς νέα ἀντίποινα ἐὰν δὲν τηρήσουν τὴν συμφωνίαν καταπαύσεως τοῦ πυρός. [1382,301,1563,365]
article-text: ΤΟΚΙΟ, 4. (Ἡν. Τύπος). — Ἐμπεριστατωμένη ἔκθεσις τῆς Ἐπιτροπῆς Ἀτομικῆς Ἐνεργείας ἀναφέρει ὅτι μέχρι τοῦ 1975 θὰ λειτουργοῦν 30 πυρηνικὰ ἐργοστάσια παραγωγῆς ἠλεκτρικοῦ ρεύματος. Ἡ πρώτη μονὰς λειτουργεῖ ἤδη εἰς Τοκάϊ Μούρα. [18,738,311,782]
divider [770,1646,991,1648]
article-body [18,177,612,383]
headline-line: ΚΑΤΕΔΙΚΑΣΘΗΣΑΝ ΕΡΗΜΗΝ ΕΙΣ ΙΣΟΒΙΑ ΔΕΣΜΑ [1228,1904,1543,1920]
headline-line: ΘΑ ΕΙΝΑΙ Η ΕΣΩΤΕΡΙΚΗ ΠΟΛΙΤΙΚΗ ΤΗΣ ΓΑΛΛΙΑΣ [800,1899,961,1928]
article-text: ΠΡΑΓΑ, 4. (Ρώυτερ). — Ἡ κομμουνιστικὴ ἡγεσία τῆς Τσεχοσλοβακίας κατεδίκασεν ἐπισήμως τὴν ἐκστρατείαν ὑπὲρ τοῦ προέδρου τῆς ἐθνοσυνελεύσεως κ. Σμρκόβσκυ, χαρακτηρίσασα ταύτην ὡς ἐκστρατείαν τῶν ἄκρων. Ἡ ἀπόφασις ἐλήφθη μετὰ πολύωρον σύσκεψιν τοῦ προεδρείου τοῦ κόμματος. [622,136,739,275]
divider [1001,871,1563,873]
article-text: ΠΑΡΙΣΙΟΙ, 4. (Ἡν. Τύπος). — Ἡ ἐσωτερικὴ πολιτικὴ τῆς Γαλλίας θὰ εἶναι εἰς τὸ ἑξῆς παιχνίδι εἰς δύο ταμπλώ, κατὰ τοὺς πολιτικοὺς παρατηρητάς. [770,1931,991,1974]
article-text: ΤΟΚΙΟ, 4. (Ἡν. Τύπος). — Ἐμπεριστατωμένη ἔκθεσις τῆς Ἐπιτροπῆς Ἀτομικῆς Ἐνεργείας ἀναφέρει ὅτι μέχρι τοῦ 1975 θὰ λειτουργοῦν 30 πυρηνικὰ ἐργοστάσια παραγωγῆς ἠλεκτρικοῦ ρεύματος. Ἡ πρώτη μονὰς λειτουργεῖ ἤδη εἰς Τοκάϊ Μούρα. [278,738,612,782]
article-text: ΛΑΓΚΟΣ, 4. (Ἀσσ. Πρές). — Ἡ κυβέρνησις τῆς Νιγηρίας καὶ οἱ ἀντιπρόσωποι τῆς Μπιάφρας συνεφώνησαν ἐπὶ τῆς δημιουργίας διαδρόμου διὰ τὴν μεταφορὰν τροφίμων εἰς τὸν λιμοκτονοῦντα πληθυσμόν. Αἱ διαπραγματεύσεις θὰ συνεχισθοῦν εἰς Καμπάλα. [320,477,612,531]
headline-line: ΠΡΩΗΝ ΠΡΩΘΥΠΟΥΡΓΟΣ ΚΑΙ ΕΤΕΡΟΙ ΕΠΤΑ ΣΥΡΙΟΙ [1217,1886,1553,1901]
headline-line: ὑπὲρ τοῦ προέδρου τῆς βουλῆς [649,54,964,77]
article-text: ΟΥΑΣΙΓΚΤΩΝ, 4. (Ρώυτερ). — Κύκλοι τοῦ Στέιτ Ντηπάρτμεντ ἀφῆκαν νὰ ἐννοηθῇ ὅτι ἡ παράδοσις τῶν ἀεροσκαφῶν «Φάντομ» εἰς τὸ Ἰσραὴλ ἐνδέχεται νὰ ἀνασταλῇ μετὰ τὴν ἐπιδρομὴν εἰς τὸ ἀεροδρόμιον τῆς Βηρυτοῦ. [1207,997,1380,1072]
headline-line: ΑΠΟ ΤΟ ΜΗΝΥΜΑ [631,672,751,688]
subheading: ΣΥΝΟΜΙΛΙΑΙ ΕΙΣ ΚΑΪΡΟΝ [1227,1076,1361,1088]
headline-line: ΩΣ ΜΕΛΗ ΑΝΑΤΡΕΠΤΙΚΟΥ ΔΙΚΤΥΟΥ [793,884,967,912]
article-text: ΚΙΡΥΑΤ ΣΜΟΝΕΧ, Ἰσραήλ, 4. (Ρώυτερ). — Ὁ ἀντιπρόεδρος τῆς ἰσραηλινῆς κυβερνήσεως κ. Ἀλλὸν προειδοποίησε τὰς ἀραβικὰς χώρας ὅτι τὸ Ἰσραὴλ θὰ προβῇ εἰς νέα ἀντίποινα ἐὰν δὲν τηρήσουν τὴν συμφωνίαν καταπαύσεως τοῦ πυρός. [1001,237,1182,302]
article-text: ΚΙΡΥΑΤ ΣΜΟΝΕΧ, Ἰσραήλ, 4. (Ρώυτερ). — Ὁ ἀντιπρόεδρος τῆς ἰσραηλινῆς κυβερνήσεως κ. Ἀλλὸν προειδοποίησε τὰς ἀραβικὰς χώρας ὅτι τὸ Ἰσραὴλ θὰ προβῇ εἰς νέα ἀντίποινα ἐὰν δὲν τηρήσουν τὴν συμφωνίαν καταπαύσεως τοῦ πυρός. [1192,279,1372,343]
headline-line: ΚΑΤΕΠΕΣΕΝ ΕΞ ΕΞΩΣΤΟΥ [641,1154,741,1183]
headline-line: ΕΠΗΛΘΕ ΣΥΜΦΩΝΙΑ ΔΙΑ ΤΗΝ ΜΕΤΑΦΟΡΑΝ [137,394,494,414]
article-text: ΚΑΡΑΤΣΙ, 4. (Ἀσσ. Πρές). — Ὅλα τὰ κόμματα τῆς ἀντιπολιτεύσεως συνεφώνησαν νὰ σχηματίσουν κοινὸν μέτωπον κατὰ τοῦ προέδρου Ἀγιοὺμπ Χάν ἐν ὄψει τῶν προσεχῶν ἐκλογῶν. [770,1181,991,1224]
headline-line: ΕΞ ΒΡΑΖΙΛΙΑΝΟΙ [1044,1095,1154,1111]
headline-line: ΜΕ ΤΗΝ ΚΑΤΗΓΟΡΙΑΝ ΑΝΤΙΚΑΘΕΣΤΩΤΙΚΗΣ ΔΡΑΣΕΩΣ [1208,1924,1562,1940]
headline-line: ΚΟΙΝΟΝ ΜΕΤΩΠΟΝ ΚΑΤΑ ΤΟΥ ΑΠΟΥΜΠ ΧΑΝ [780,1097,981,1127]
headline-line: ΤΟΥ ΑΝΤΙΒΑΣΙΛΕΩΣ [1033,1825,1165,1840]
article-body [1207,1648,1563,1874]
subheading: Ο ΣΟΥΕΪΖ ΕΙΣ ΒΗΡΥΤΟΝ [1412,877,1542,889]
headline-line: ΑΔΑΜΑΝΤΑΣ [1056,1507,1142,1523]
divider [1207,1571,1563,1573]
subheading: ΕΙΔΙΚΑΙ ΜΟΝΑΔΕΣ [1232,179,1332,191]
article-body [1009,970,1190,1069]
article-text: ΛΑΓΚΟΣ, 4. (Ἀσσ. Πρές). — Ἡ κυβέρνησις τῆς Νιγηρίας καὶ οἱ ἀντιπρόσωποι τῆς Μπιάφρας συνεφώνησαν ἐπὶ τῆς δημιουργίας διαδρόμου διὰ τὴν μεταφορὰν τροφίμων εἰς τὸν λιμοκτονοῦντα πληθυσμόν. Αἱ διαπραγματεύσεις θὰ συνεχισθοῦν εἰς Καμπάλα. [18,466,311,509]
article-vietnam [18,6,612,383]
right-column [1001,0,1563,2324]
headline-line: ΑΝΑΣΤΕΛΛΕΙ ΤΗΝ ΠΑΡΑΔΟΣΙΝ ΤΩΝ «ΦΑΝΤΟΜ» [1009,813,1555,839]
headline-line: ΕΛΙΘΟΒΟΛΗΘΗΣΑΝ ΑΜΕΡΙΚΑΝΙΚΑ ΓΡΑΦΕΙΑ [134,443,496,463]
boxed-briefs [1001,878,1197,2104]
article-text: ΚΟΥΑΛΑ ΛΟΥΜΠΟΥΡ, 4. (Ἀσσ. Πρές). — Ἡ κυβέρνησις τῆς Μαλαισίας ἐκφράζει τὴν ἐλπίδα ὅτι τὰ στρατεύματα τῆς Αὐστραλίας καὶ τῆς Νέας Ζηλανδίας θὰ παραμείνουν εἰς τὴν χώραν μετὰ τὴν ἀποχώρησιν τῶν βρετανικῶν δυνάμεων. [1390,1700,1563,1775]
article-text: ΣΑΪΓΚΟΝ, 4. (Ἀσσ. Πρές). — Εἰς πολεμικὰ ἀεροπλάνα ἀπώλεσαν οἱ Ἀμερικανοὶ κατὰ τὴν διάρκειαν τοῦ πολέμου, ἀξίας ὑπὲρ τῶν 5 δισεκατομμυρίων δολλαρίων. Ἡ ἀνακοίνωσις ἐγένετο ὑπὸ τοῦ ἀμερικανικοῦ στρατηγείου. [219,177,411,241]
headline-line: ΕΘΑΥΜΑΣΑΝ ΤΑ ΠΑΙΔΙΑ ΤΟΥ ΚΕΝΝΕΝΤΥ [148,1345,482,1365]
divider [18,172,612,173]
divider [622,1299,760,1301]
article-biafra [18,396,612,682]
